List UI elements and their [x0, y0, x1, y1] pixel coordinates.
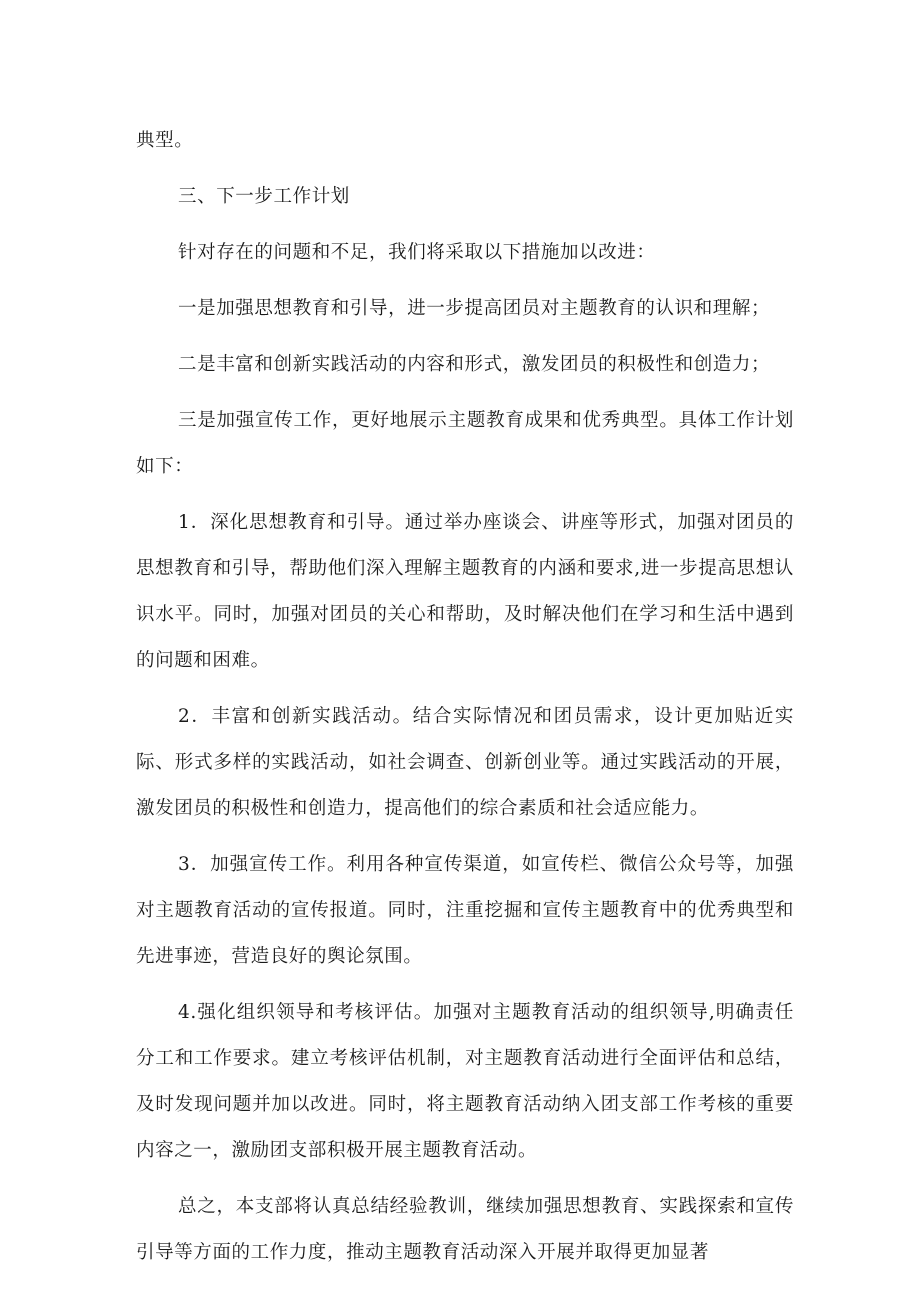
paragraph-conclusion: 总之，本支部将认真总结经验教训，继续加强思想教育、实践探索和宣传引导等方面的工作力度，推动主题教育活动深入开展并取得更加显著	[136, 1196, 794, 1263]
paragraph-measure-3: 三是加强宣传工作，更好地展示主题教育成果和优秀典型。具体工作计划如下：	[136, 410, 794, 477]
plan-item-3: 3．加强宣传工作。利用各种宣传渠道，如宣传栏、微信公众号等，加强对主题教育活动的宣传报道。同时，注重挖掘和宣传主题教育中的优秀典型和先进事迹，营造良好的舆论氛围。	[136, 854, 794, 967]
section-heading-next-plan: 三、下一步工作计划	[178, 186, 350, 207]
paragraph-intro: 针对存在的问题和不足，我们将采取以下措施加以改进：	[178, 242, 656, 263]
plan-item-1: 1．深化思想教育和引导。通过举办座谈会、讲座等形式，加强对团员的思想教育和引导，帮助他们深入理解主题教育的内涵和要求,进一步提高思想认识水平。同时，加强对团员的关心和帮助，及时解决他们在学习和生活中遇到的问题和困难。	[136, 512, 794, 671]
plan-item-2: 2．丰富和创新实践活动。结合实际情况和团员需求，设计更加贴近实际、形式多样的实践活动，如社会调查、创新创业等。通过实践活动的开展，激发团员的积极性和创造力，提高他们的综合素质和社会适应能力。	[136, 706, 794, 819]
paragraph-measure-1: 一是加强思想教育和引导，进一步提高团员对主题教育的认识和理解；	[178, 298, 771, 319]
plan-item-4: 4.强化组织领导和考核评估。加强对主题教育活动的组织领导,明确责任分工和工作要求。建立考核评估机制，对主题教育活动进行全面评估和总结，及时发现问题并加以改进。同时，将主题教育活动纳入团支部工作考核的重要内容之一，激励团支部积极开展主题教育活动。	[136, 1002, 794, 1161]
paragraph-continuation: 典型。	[136, 130, 194, 151]
document-body	[136, 118, 794, 1276]
paragraph-measure-2: 二是丰富和创新实践活动的内容和形式，激发团员的积极性和创造力；	[178, 354, 771, 375]
